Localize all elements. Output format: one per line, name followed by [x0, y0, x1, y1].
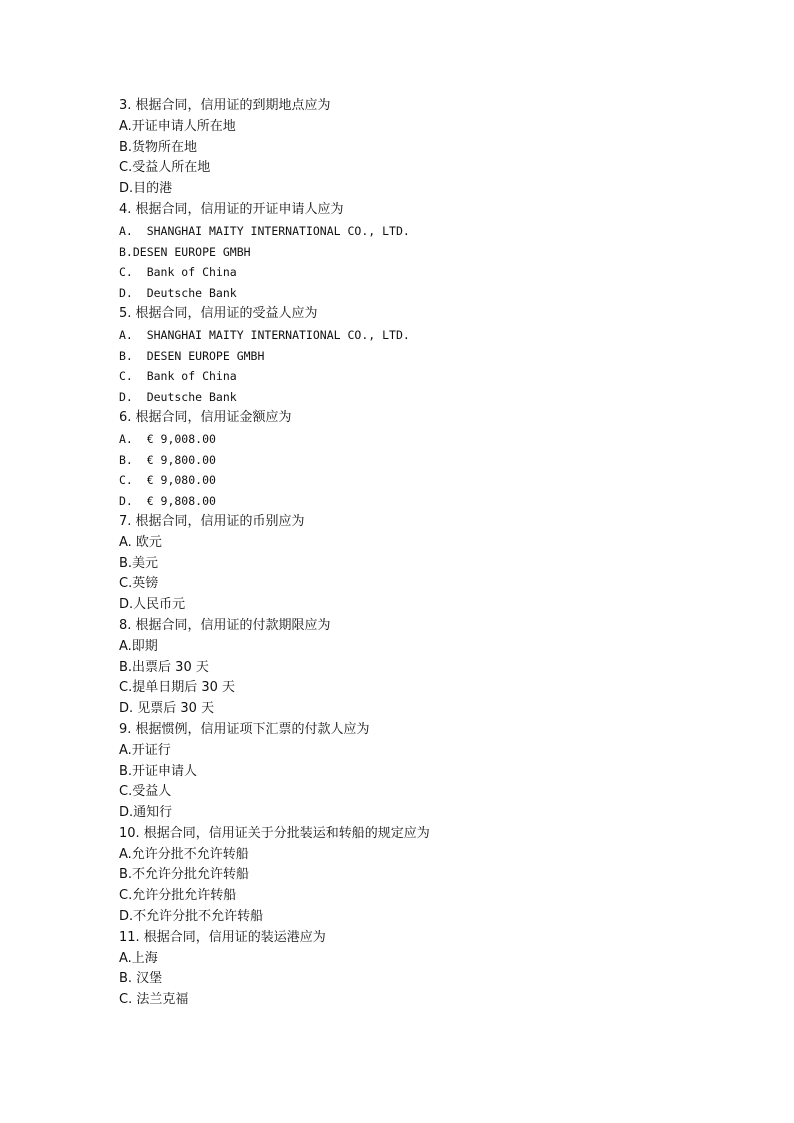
answer-option: C.受益人所在地	[119, 160, 211, 176]
answer-option: B.出票后 30 天	[119, 659, 209, 675]
answer-option: C. Bank of China	[119, 369, 237, 384]
answer-option: B. DESEN EUROPE GMBH	[119, 348, 265, 363]
answer-option: B.开证申请人	[119, 763, 198, 779]
answer-option: B.美元	[119, 555, 159, 571]
answer-option: D.不允许分批不允许转船	[119, 909, 264, 925]
answer-option: A.允许分批不允许转船	[119, 846, 249, 862]
answer-option: A. € 9,008.00	[119, 431, 216, 446]
answer-option: A. SHANGHAI MAITY INTERNATIONAL CO., LTD.	[119, 223, 410, 238]
question-stem: 8. 根据合同，信用证的付款期限应为	[119, 617, 331, 633]
answer-option: D. € 9,808.00	[119, 494, 216, 509]
answer-option: C.提单日期后 30 天	[119, 680, 236, 696]
answer-option: A. 欧元	[119, 534, 162, 550]
answer-option: D. Deutsche Bank	[119, 286, 237, 301]
answer-option: A.开证申请人所在地	[119, 118, 236, 134]
answer-option: B. 汉堡	[119, 971, 163, 987]
question-stem: 6. 根据合同，信用证金额应为	[119, 409, 292, 425]
answer-option: B. € 9,800.00	[119, 452, 216, 467]
question-stem: 3. 根据合同，信用证的到期地点应为	[119, 98, 331, 113]
answer-option: D.目的港	[119, 181, 173, 197]
answer-option: B.货物所在地	[119, 139, 198, 155]
answer-option: C. € 9,080.00	[119, 473, 216, 488]
question-stem: 10. 根据合同，信用证关于分批装运和转船的规定应为	[119, 825, 430, 841]
answer-option: D. 见票后 30 天	[119, 701, 215, 717]
question-stem: 4. 根据合同，信用证的开证申请人应为	[119, 201, 344, 217]
answer-option: D.人民币元	[119, 597, 186, 613]
answer-option: A.开证行	[119, 742, 171, 758]
answer-option: B.DESEN EUROPE GMBH	[119, 244, 251, 259]
answer-option: A.上海	[119, 950, 158, 966]
answer-option: D.通知行	[119, 805, 173, 821]
answer-option: C.允许分批允许转船	[119, 888, 237, 904]
answer-option: C.受益人	[119, 784, 172, 800]
question-stem: 7. 根据合同，信用证的币别应为	[119, 513, 305, 529]
answer-option: C. Bank of China	[119, 265, 237, 280]
question-stem: 11. 根据合同，信用证的装运港应为	[119, 929, 326, 945]
question-stem: 9. 根据惯例，信用证项下汇票的付款人应为	[119, 721, 370, 737]
answer-option: A. SHANGHAI MAITY INTERNATIONAL CO., LTD.	[119, 327, 410, 342]
exam-questions	[119, 96, 679, 1011]
answer-option: D. Deutsche Bank	[119, 390, 237, 405]
question-stem: 5. 根据合同，信用证的受益人应为	[119, 305, 318, 321]
answer-option: A.即期	[119, 638, 158, 654]
answer-option: C.英镑	[119, 576, 159, 592]
answer-option: C. 法兰克福	[119, 992, 189, 1008]
answer-option: B.不允许分批允许转船	[119, 867, 250, 883]
